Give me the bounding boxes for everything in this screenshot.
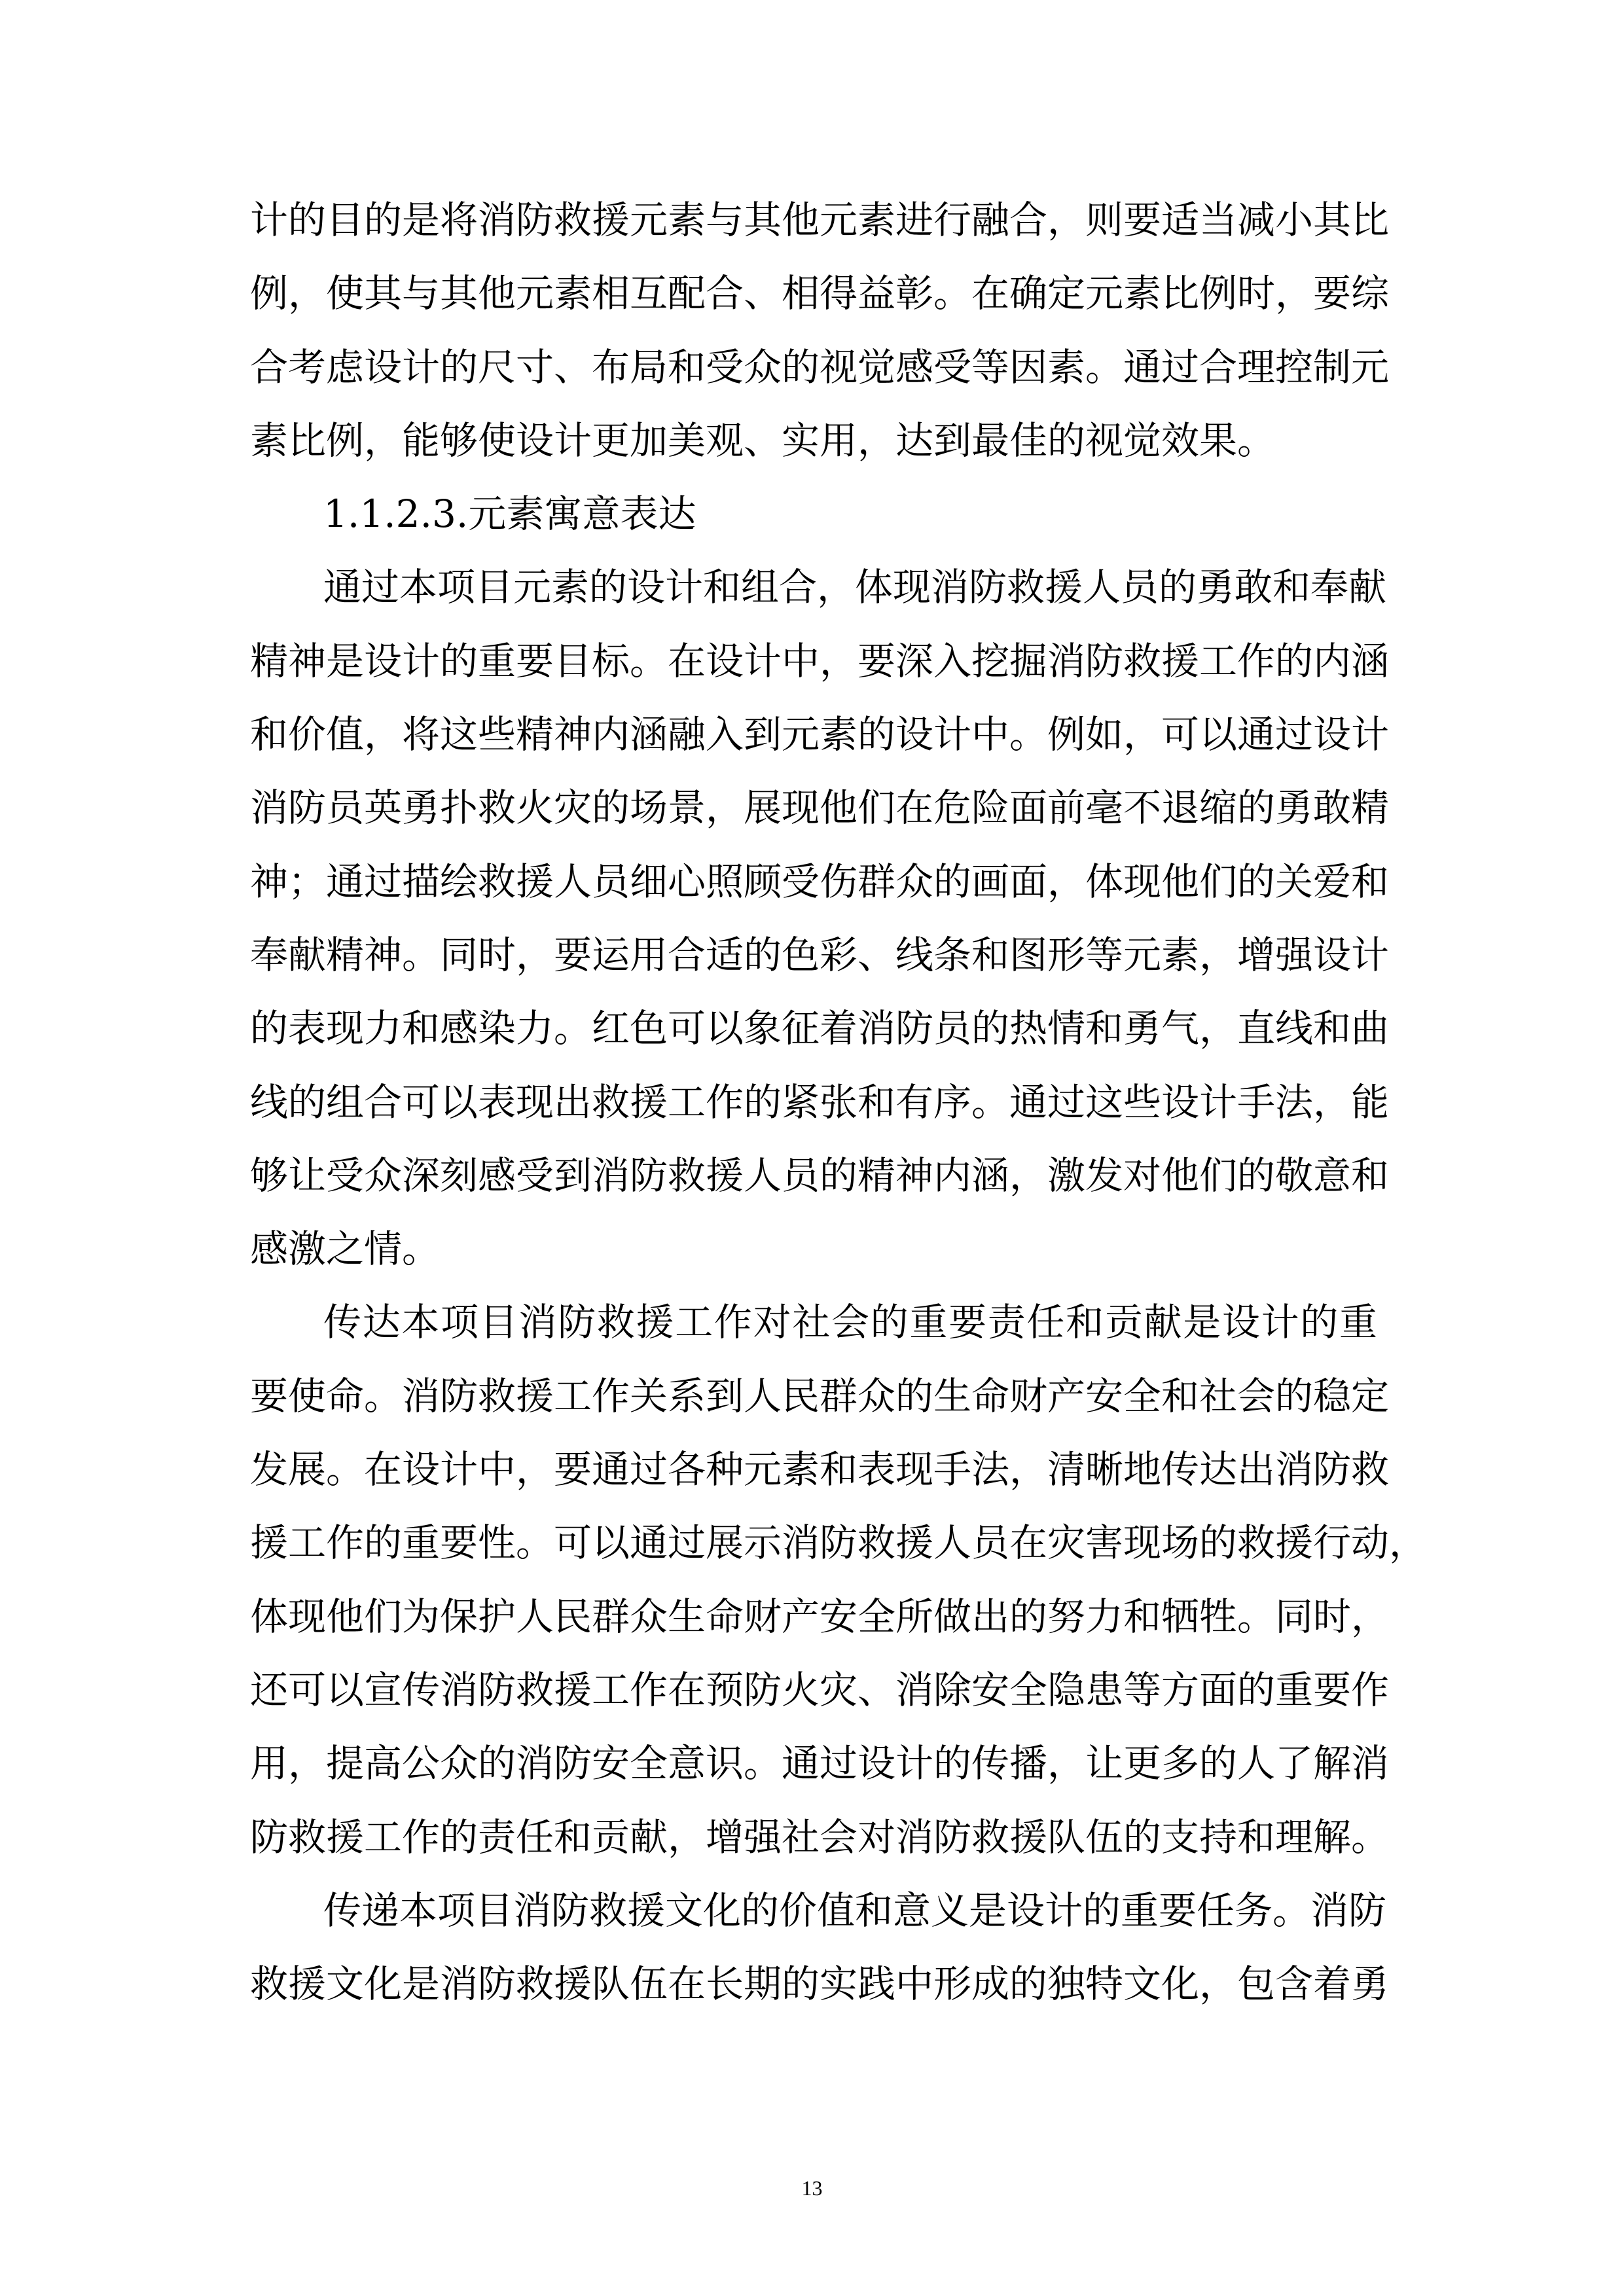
text-line: 援工作的重要性。可以通过展示消防救援人员在灾害现场的救援行动， xyxy=(250,1520,1428,1566)
text-line: 的表现力和感染力。红色可以象征着消防员的热情和勇气，直线和曲 xyxy=(250,1006,1390,1051)
text-line: 计的目的是将消防救援元素与其他元素进行融合，则要适当减小其比 xyxy=(250,198,1390,242)
page-number: 13 xyxy=(801,2176,823,2200)
text-line: 防救援工作的责任和贡献，增强社会对消防救援队伍的支持和理解。 xyxy=(250,1814,1390,1859)
text-line: 通过本项目元素的设计和组合，体现消防救援人员的勇敢和奉献 xyxy=(323,565,1387,610)
text-line: 传达本项目消防救援工作对社会的重要责任和贡献是设计的重 xyxy=(323,1300,1377,1345)
text-line: 要使命。消防救援工作关系到人民群众的生命财产安全和社会的稳定 xyxy=(250,1373,1390,1418)
text-line: 素比例，能够使设计更加美观、实用，达到最佳的视觉效果。 xyxy=(250,418,1276,463)
text-line: 还可以宣传消防救援工作在预防火灾、消除安全隐患等方面的重要作 xyxy=(250,1667,1390,1712)
text-line: 够让受众深刻感受到消防救援人员的精神内涵，激发对他们的敬意和 xyxy=(250,1153,1390,1198)
text-line: 神；通过描绘救援人员细心照顾受伤群众的画面，体现他们的关爱和 xyxy=(250,859,1390,904)
text-line: 发展。在设计中，要通过各种元素和表现手法，清晰地传达出消防救 xyxy=(250,1447,1390,1492)
paragraph xyxy=(250,1285,1428,1873)
text-line: 感激之情。 xyxy=(250,1227,441,1272)
text-line: 救援文化是消防救援队伍在长期的实践中形成的独特文化，包含着勇 xyxy=(250,1962,1390,2007)
text-line: 用，提高公众的消防安全意识。通过设计的传播，让更多的人了解消 xyxy=(250,1741,1390,1786)
text-line: 精神是设计的重要目标。在设计中，要深入挖掘消防救援工作的内涵 xyxy=(250,638,1390,683)
text-line: 消防员英勇扑救火灾的场景，展现他们在危险面前毫不退缩的勇敢精 xyxy=(250,785,1390,831)
text-line: 传递本项目消防救援文化的价值和意义是设计的重要任务。消防 xyxy=(323,1888,1387,1933)
paragraph xyxy=(250,1874,1390,2021)
body-text xyxy=(250,183,1428,2020)
text-line: 奉献精神。同时，要运用合适的色彩、线条和图形等元素，增强设计 xyxy=(250,932,1390,977)
text-line: 线的组合可以表现出救援工作的紧张和有序。通过这些设计手法，能 xyxy=(250,1079,1390,1124)
text-line: 和价值，将这些精神内涵融入到元素的设计中。例如，可以通过设计 xyxy=(250,712,1390,757)
text-line: 合考虑设计的尺寸、布局和受众的视觉感受等因素。通过合理控制元 xyxy=(250,344,1390,389)
paragraph xyxy=(250,183,1390,477)
text-line: 体现他们为保护人民群众生命财产安全所做出的努力和牺牲。同时， xyxy=(250,1594,1390,1639)
paragraph xyxy=(250,550,1390,1285)
section-heading: 1.1.2.3.元素寓意表达 xyxy=(323,492,696,537)
text-line: 例，使其与其他元素相互配合、相得益彰。在确定元素比例时，要综 xyxy=(250,271,1390,316)
